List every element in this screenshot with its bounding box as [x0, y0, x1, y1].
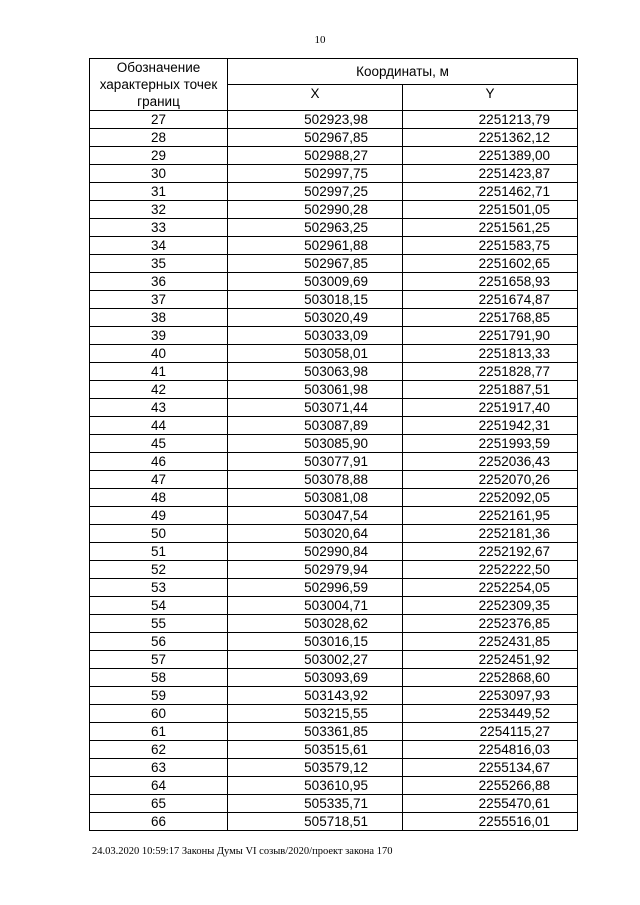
table-row: [90, 147, 578, 165]
point-number-cell: 34: [90, 237, 228, 255]
table-row: [90, 705, 578, 723]
point-number-cell: 46: [90, 453, 228, 471]
table-row: [90, 723, 578, 741]
table-row: [90, 363, 578, 381]
y-coordinate-cell: 2255134,67: [403, 759, 578, 777]
y-coordinate-cell: 2251658,93: [403, 273, 578, 291]
point-number-cell: 56: [90, 633, 228, 651]
point-number-cell: 54: [90, 597, 228, 615]
point-number-cell: 41: [90, 363, 228, 381]
point-number-cell: 30: [90, 165, 228, 183]
point-number-cell: 43: [90, 399, 228, 417]
y-coordinate-cell: 2251501,05: [403, 201, 578, 219]
x-coordinate-cell: 503071,44: [228, 399, 403, 417]
x-coordinate-cell: 503579,12: [228, 759, 403, 777]
y-coordinate-cell: 2251583,75: [403, 237, 578, 255]
table-row: [90, 615, 578, 633]
table-row: [90, 435, 578, 453]
point-number-cell: 38: [90, 309, 228, 327]
point-number-cell: 28: [90, 129, 228, 147]
point-number-cell: 44: [90, 417, 228, 435]
y-coordinate-cell: 2252376,85: [403, 615, 578, 633]
point-number-cell: 48: [90, 489, 228, 507]
point-number-cell: 40: [90, 345, 228, 363]
x-coordinate-cell: 503361,85: [228, 723, 403, 741]
point-number-cell: 52: [90, 561, 228, 579]
x-coordinate-cell: 503081,08: [228, 489, 403, 507]
x-coordinate-cell: 503058,01: [228, 345, 403, 363]
table-row: [90, 597, 578, 615]
y-coordinate-cell: 2251213,79: [403, 111, 578, 129]
table-row: [90, 489, 578, 507]
y-coordinate-cell: 2252254,05: [403, 579, 578, 597]
x-coordinate-cell: 502967,85: [228, 255, 403, 273]
x-coordinate-cell: 502923,98: [228, 111, 403, 129]
table-row: [90, 219, 578, 237]
y-coordinate-cell: 2255266,88: [403, 777, 578, 795]
y-coordinate-cell: 2252092,05: [403, 489, 578, 507]
y-coordinate-cell: 2251768,85: [403, 309, 578, 327]
x-coordinate-cell: 503515,61: [228, 741, 403, 759]
y-coordinate-cell: 2252868,60: [403, 669, 578, 687]
header-designation: Обозначение характерных точек границ: [90, 59, 228, 111]
point-number-cell: 55: [90, 615, 228, 633]
point-number-cell: 33: [90, 219, 228, 237]
table-row: [90, 633, 578, 651]
point-number-cell: 45: [90, 435, 228, 453]
page-number: 10: [314, 34, 326, 46]
x-coordinate-cell: 503143,92: [228, 687, 403, 705]
coordinates-table: [89, 58, 578, 831]
table-row: [90, 309, 578, 327]
table-row: [90, 417, 578, 435]
y-coordinate-cell: 2252309,35: [403, 597, 578, 615]
x-coordinate-cell: 502979,94: [228, 561, 403, 579]
table-row: [90, 183, 578, 201]
y-coordinate-cell: 2252070,26: [403, 471, 578, 489]
x-coordinate-cell: 502961,88: [228, 237, 403, 255]
table-row: [90, 345, 578, 363]
x-coordinate-cell: 503063,98: [228, 363, 403, 381]
x-coordinate-cell: 503077,91: [228, 453, 403, 471]
y-coordinate-cell: 2254816,03: [403, 741, 578, 759]
table-row: [90, 741, 578, 759]
point-number-cell: 59: [90, 687, 228, 705]
table-row: [90, 525, 578, 543]
x-coordinate-cell: 505335,71: [228, 795, 403, 813]
x-coordinate-cell: 502967,85: [228, 129, 403, 147]
x-coordinate-cell: 502988,27: [228, 147, 403, 165]
y-coordinate-cell: 2251423,87: [403, 165, 578, 183]
point-number-cell: 37: [90, 291, 228, 309]
table-row: [90, 381, 578, 399]
x-coordinate-cell: 503020,64: [228, 525, 403, 543]
y-coordinate-cell: 2251887,51: [403, 381, 578, 399]
point-number-cell: 47: [90, 471, 228, 489]
x-coordinate-cell: 503085,90: [228, 435, 403, 453]
point-number-cell: 58: [90, 669, 228, 687]
point-number-cell: 49: [90, 507, 228, 525]
y-coordinate-cell: 2251828,77: [403, 363, 578, 381]
x-coordinate-cell: 503028,62: [228, 615, 403, 633]
x-coordinate-cell: 503020,49: [228, 309, 403, 327]
x-coordinate-cell: 502997,75: [228, 165, 403, 183]
y-coordinate-cell: 2251602,65: [403, 255, 578, 273]
table-row: [90, 471, 578, 489]
table-row: [90, 687, 578, 705]
y-coordinate-cell: 2251813,33: [403, 345, 578, 363]
table-row: [90, 507, 578, 525]
point-number-cell: 29: [90, 147, 228, 165]
x-coordinate-cell: 503093,69: [228, 669, 403, 687]
y-coordinate-cell: 2251942,31: [403, 417, 578, 435]
x-coordinate-cell: 505718,51: [228, 813, 403, 831]
x-coordinate-cell: 502990,84: [228, 543, 403, 561]
point-number-cell: 66: [90, 813, 228, 831]
y-coordinate-cell: 2252181,36: [403, 525, 578, 543]
x-coordinate-cell: 502990,28: [228, 201, 403, 219]
table-row: [90, 795, 578, 813]
x-coordinate-cell: 503033,09: [228, 327, 403, 345]
y-coordinate-cell: 2251993,59: [403, 435, 578, 453]
x-coordinate-cell: 503061,98: [228, 381, 403, 399]
table-row: [90, 111, 578, 129]
x-coordinate-cell: 502996,59: [228, 579, 403, 597]
point-number-cell: 50: [90, 525, 228, 543]
table-row: [90, 291, 578, 309]
x-coordinate-cell: 503087,89: [228, 417, 403, 435]
table-row: [90, 237, 578, 255]
y-coordinate-cell: 2251791,90: [403, 327, 578, 345]
table-row: [90, 777, 578, 795]
table-row: [90, 255, 578, 273]
header-x: X: [228, 85, 403, 111]
point-number-cell: 57: [90, 651, 228, 669]
y-coordinate-cell: 2254115,27: [403, 723, 578, 741]
point-number-cell: 32: [90, 201, 228, 219]
point-number-cell: 31: [90, 183, 228, 201]
point-number-cell: 27: [90, 111, 228, 129]
table-body: [90, 111, 578, 831]
x-coordinate-cell: 503004,71: [228, 597, 403, 615]
y-coordinate-cell: 2252192,67: [403, 543, 578, 561]
y-coordinate-cell: 2251389,00: [403, 147, 578, 165]
table-row: [90, 399, 578, 417]
y-coordinate-cell: 2252161,95: [403, 507, 578, 525]
point-number-cell: 60: [90, 705, 228, 723]
point-number-cell: 53: [90, 579, 228, 597]
y-coordinate-cell: 2253097,93: [403, 687, 578, 705]
footer-text: 24.03.2020 10:59:17 Законы Думы VI созыв/2020/проект закона 170: [92, 846, 393, 857]
y-coordinate-cell: 2251362,12: [403, 129, 578, 147]
x-coordinate-cell: 503009,69: [228, 273, 403, 291]
y-coordinate-cell: 2252451,92: [403, 651, 578, 669]
y-coordinate-cell: 2251462,71: [403, 183, 578, 201]
x-coordinate-cell: 503215,55: [228, 705, 403, 723]
table-row: [90, 579, 578, 597]
table-row: [90, 651, 578, 669]
x-coordinate-cell: 503018,15: [228, 291, 403, 309]
x-coordinate-cell: 502997,25: [228, 183, 403, 201]
table-row: [90, 543, 578, 561]
table-row: [90, 669, 578, 687]
x-coordinate-cell: 503016,15: [228, 633, 403, 651]
y-coordinate-cell: 2255470,61: [403, 795, 578, 813]
y-coordinate-cell: 2251917,40: [403, 399, 578, 417]
table-row: [90, 273, 578, 291]
point-number-cell: 35: [90, 255, 228, 273]
x-coordinate-cell: 502963,25: [228, 219, 403, 237]
y-coordinate-cell: 2252431,85: [403, 633, 578, 651]
point-number-cell: 64: [90, 777, 228, 795]
y-coordinate-cell: 2251561,25: [403, 219, 578, 237]
table-row: [90, 759, 578, 777]
x-coordinate-cell: 503002,27: [228, 651, 403, 669]
x-coordinate-cell: 503078,88: [228, 471, 403, 489]
point-number-cell: 51: [90, 543, 228, 561]
table-header-row: [90, 59, 578, 85]
header-coordinates: Координаты, м: [228, 59, 578, 85]
y-coordinate-cell: 2253449,52: [403, 705, 578, 723]
table-row: [90, 453, 578, 471]
y-coordinate-cell: 2255516,01: [403, 813, 578, 831]
point-number-cell: 62: [90, 741, 228, 759]
y-coordinate-cell: 2252222,50: [403, 561, 578, 579]
point-number-cell: 42: [90, 381, 228, 399]
x-coordinate-cell: 503610,95: [228, 777, 403, 795]
table-row: [90, 327, 578, 345]
point-number-cell: 63: [90, 759, 228, 777]
point-number-cell: 65: [90, 795, 228, 813]
table-row: [90, 129, 578, 147]
table-row: [90, 165, 578, 183]
table-row: [90, 561, 578, 579]
table-row: [90, 813, 578, 831]
point-number-cell: 61: [90, 723, 228, 741]
y-coordinate-cell: 2252036,43: [403, 453, 578, 471]
point-number-cell: 36: [90, 273, 228, 291]
header-y: Y: [403, 85, 578, 111]
x-coordinate-cell: 503047,54: [228, 507, 403, 525]
point-number-cell: 39: [90, 327, 228, 345]
table-row: [90, 201, 578, 219]
y-coordinate-cell: 2251674,87: [403, 291, 578, 309]
